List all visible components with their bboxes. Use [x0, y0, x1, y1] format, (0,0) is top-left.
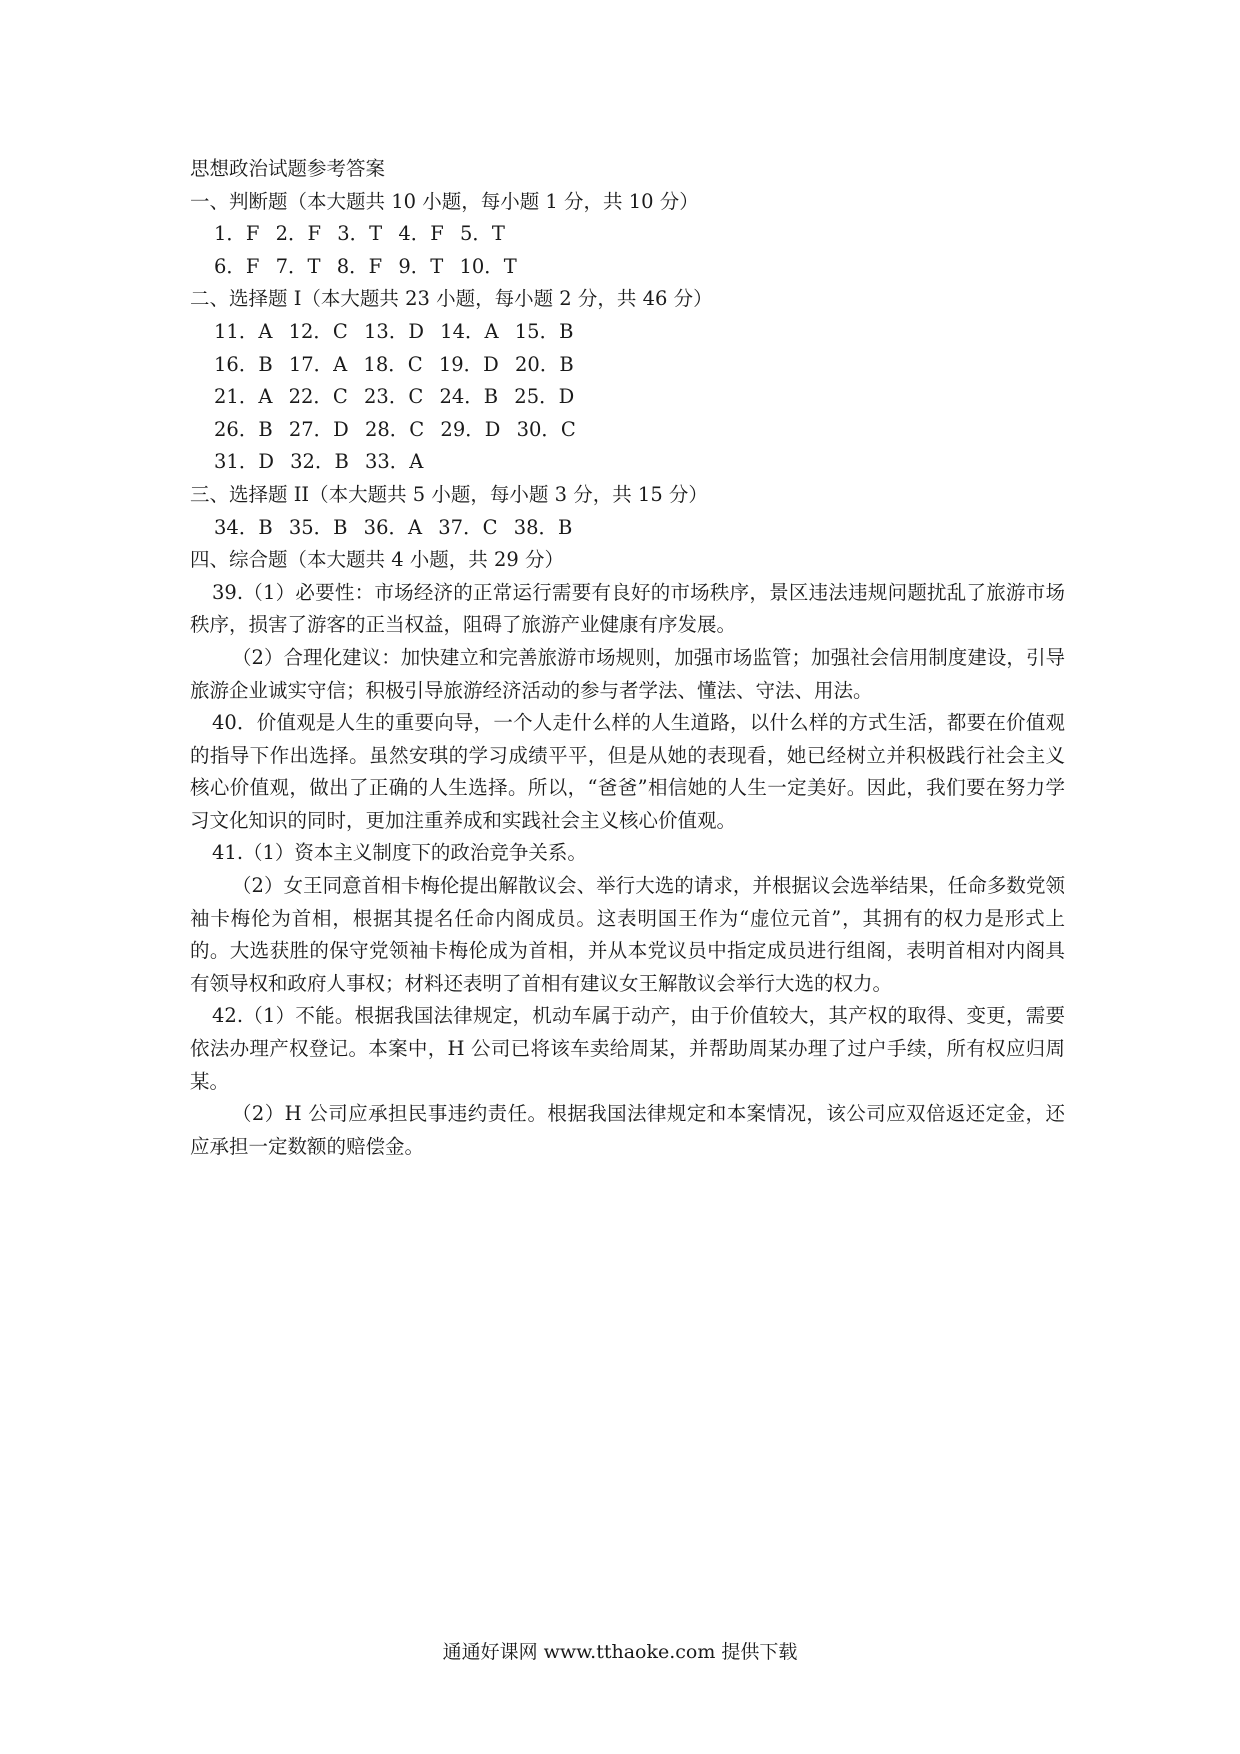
document-title: 思想政治试题参考答案: [190, 157, 386, 180]
download-footer: 通通好课网 www.tthaoke.com 提供下载: [442, 1641, 798, 1663]
section-3-answers-row: 34．B 35．B 36．A 37．C 38．B: [214, 515, 573, 539]
section-2-answers-row: 21．A 22．C 23．C 24．B 25．D: [214, 385, 575, 409]
section-1-answers-row: 1．F 2．F 3．T 4．F 5．T: [214, 222, 505, 246]
answer-41-part-1: 41.（1）资本主义制度下的政治竞争关系。: [212, 841, 587, 865]
answer-key-content: [190, 153, 1065, 1163]
section-2-answers-row: 26．B 27．D 28．C 29．D 30．C: [214, 417, 576, 441]
answer-41-part-2: （2）女王同意首相卡梅伦提出解散议会、举行大选的请求，并根据议会选举结果，任命多数党领袖卡梅伦为首相，根据其提名任命内阁成员。这表明国王作为“虚位元首”，其拥有的权力是形式上的。大选获胜的保守党领袖卡梅伦成为首相，并从本党议员中指定成员进行组阁，表明首相对内阁具有领导权和政府人事权；材料还表明了首相有建议女王解散议会举行大选的权力。: [190, 874, 1065, 995]
section-1-answers-row: 6．F 7．T 8．F 9．T 10．T: [214, 254, 517, 278]
section-4-heading: 四、综合题（本大题共 4 小题，共 29 分）: [190, 548, 565, 572]
answer-39-part-2: （2）合理化建议：加快建立和完善旅游市场规则，加强市场监管；加强社会信用制度建设，引导旅游企业诚实守信；积极引导旅游经济活动的参与者学法、懂法、守法、用法。: [190, 645, 1065, 702]
section-2-answers-row: 16．B 17．A 18．C 19．D 20．B: [214, 352, 574, 376]
section-3-heading: 三、选择题 II（本大题共 5 小题，每小题 3 分，共 15 分）: [190, 482, 708, 506]
section-2-answers-row: 11．A 12．C 13．D 14．A 15．B: [214, 319, 574, 343]
answer-42-part-2: （2）H 公司应承担民事违约责任。根据我国法律规定和本案情况，该公司应双倍返还定金，还应承担一定数额的赔偿金。: [190, 1102, 1065, 1158]
answer-39-part-1: 39.（1）必要性：市场经济的正常运行需要有良好的市场秩序，景区违法违规问题扰乱了旅游市场秩序，损害了游客的正当权益，阻碍了旅游产业健康有序发展。: [190, 580, 1065, 637]
section-1-heading: 一、判断题（本大题共 10 小题，每小题 1 分，共 10 分）: [190, 189, 699, 213]
section-2-heading: 二、选择题 I（本大题共 23 小题，每小题 2 分，共 46 分）: [190, 287, 713, 311]
section-2-answers-row: 31．D 32．B 33．A: [214, 450, 424, 474]
answer-42-part-1: 42.（1）不能。根据我国法律规定，机动车属于动产，由于价值较大，其产权的取得、变更，需要依法办理产权登记。本案中，H 公司已将该车卖给周某，并帮助周某办理了过户手续，所有权应归周某。: [190, 1004, 1065, 1093]
answer-40: 40．价值观是人生的重要向导，一个人走什么样的人生道路，以什么样的方式生活，都要在价值观的指导下作出选择。虽然安琪的学习成绩平平，但是从她的表现看，她已经树立并积极践行社会主义核心价值观，做出了正确的人生选择。所以，“爸爸”相信她的人生一定美好。因此，我们要在努力学习文化知识的同时，更加注重养成和实践社会主义核心价值观。: [190, 711, 1065, 832]
